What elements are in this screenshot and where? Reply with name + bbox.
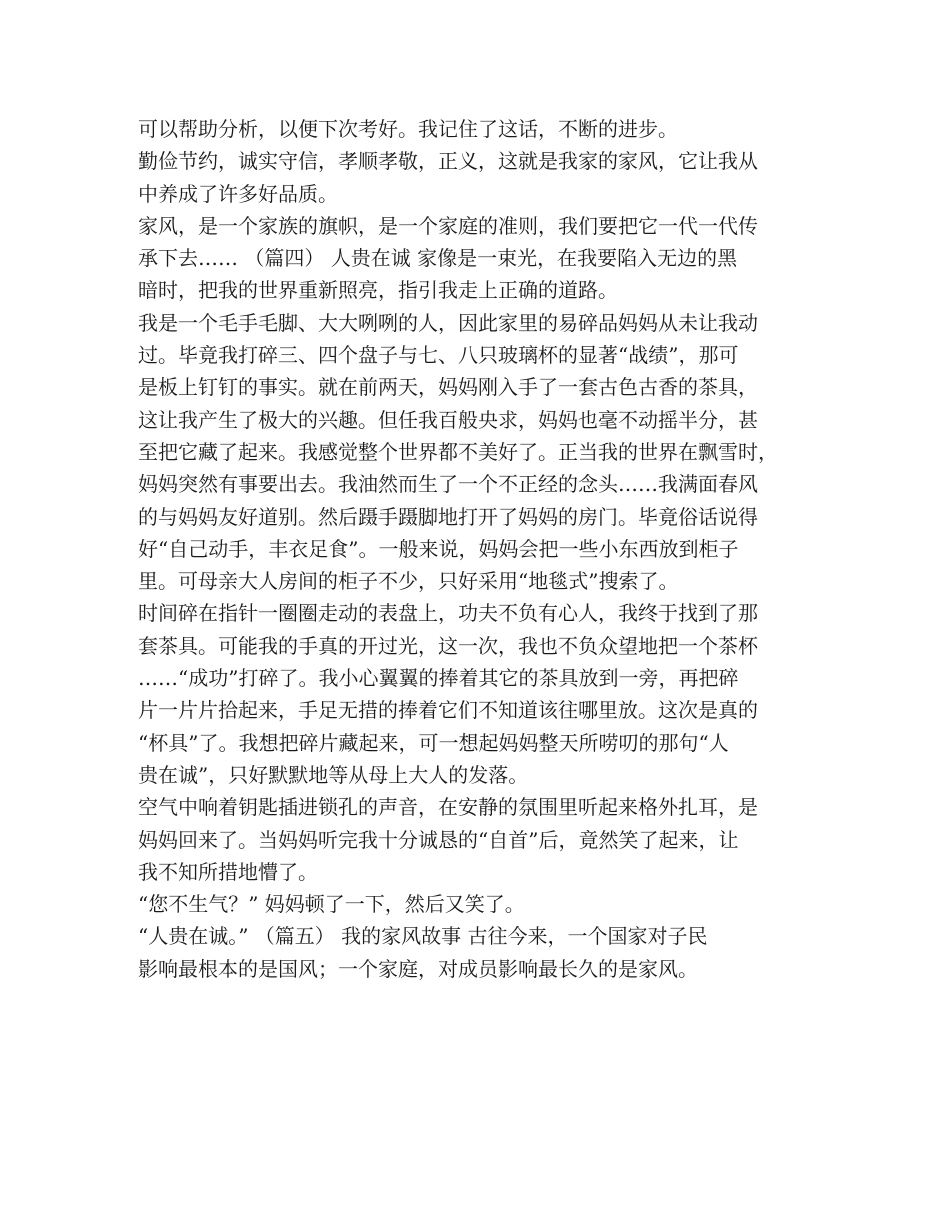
text-line: 套茶具。可能我的手真的开过光，这一次，我也不负众望地把一个茶杯 (138, 633, 758, 658)
text-line: 承下去…… （篇四） 人贵在诚 家像是一束光，在我要陷入无边的黑 (138, 246, 738, 271)
text-line: 可以帮助分析，以便下次考好。我记住了这话，不断的进步。 (138, 117, 678, 141)
text-line: 勤俭节约，诚实守信，孝顺孝敬，正义，这就是我家的家风，它让我从 (138, 149, 758, 174)
text-line: 我不知所措地懵了。 (138, 859, 318, 884)
text-line: ……“成功”打碎了。我小心翼翼的捧着其它的茶具放到一旁，再把碎 (138, 666, 739, 691)
text-line: 中养成了许多好品质。 (138, 181, 338, 206)
text-line: 是板上钉钉的事实。就在前两天，妈妈刚入手了一套古色古香的茶具， (138, 375, 758, 400)
text-line: 妈妈回来了。当妈妈听完我十分诚恳的“自首”后，竟然笑了起来，让 (138, 827, 739, 852)
text-line: 好“自己动手，丰衣足食”。一般来说，妈妈会把一些小东西放到柜子 (138, 536, 739, 561)
text-line: 这让我产生了极大的兴趣。但任我百般央求，妈妈也毫不动摇半分，甚 (138, 407, 758, 432)
body-text (138, 113, 818, 985)
text-line: 影响最根本的是国风；一个家庭，对成员影响最长久的是家风。 (138, 956, 698, 981)
text-line: 妈妈突然有事要出去。我油然而生了一个不正经的念头……我满面春风 (138, 472, 758, 497)
text-line: 至把它藏了起来。我感觉整个世界都不美好了。正当我的世界在飘雪时， (138, 439, 778, 464)
text-line: 的与妈妈友好道别。然后蹑手蹑脚地打开了妈妈的房门。毕竟俗话说得 (138, 504, 758, 529)
text-line: 里。可母亲大人房间的柜子不少，只好采用“地毯式”搜索了。 (138, 569, 679, 594)
text-line: 片一片片拾起来，手足无措的捧着它们不知道该往哪里放。这次是真的 (138, 698, 758, 723)
text-line: “人贵在诚。” （篇五） 我的家风故事 古往今来，一个国家对子民 (138, 924, 708, 949)
text-line: 空气中响着钥匙插进锁孔的声音，在安静的氛围里听起来格外扎耳，是 (138, 795, 758, 820)
text-line: “您不生气？” 妈妈顿了一下，然后又笑了。 (138, 892, 525, 917)
text-line: 贵在诚”，只好默默地等从母上大人的发落。 (138, 762, 529, 787)
text-line: “杯具”了。我想把碎片藏起来，可一想起妈妈整天所唠叨的那句“人 (138, 730, 729, 755)
text-line: 过。毕竟我打碎三、四个盘子与七、八只玻璃杯的显著“战绩”，那可 (138, 343, 739, 368)
text-line: 暗时，把我的世界重新照亮，指引我走上正确的道路。 (138, 278, 618, 303)
text-line: 我是一个毛手毛脚、大大咧咧的人，因此家里的易碎品妈妈从未让我动 (138, 310, 758, 335)
text-line: 家风，是一个家族的旗帜，是一个家庭的准则，我们要把它一代一代传 (138, 213, 758, 238)
text-line: 时间碎在指针一圈圈走动的表盘上，功夫不负有心人，我终于找到了那 (138, 601, 758, 626)
